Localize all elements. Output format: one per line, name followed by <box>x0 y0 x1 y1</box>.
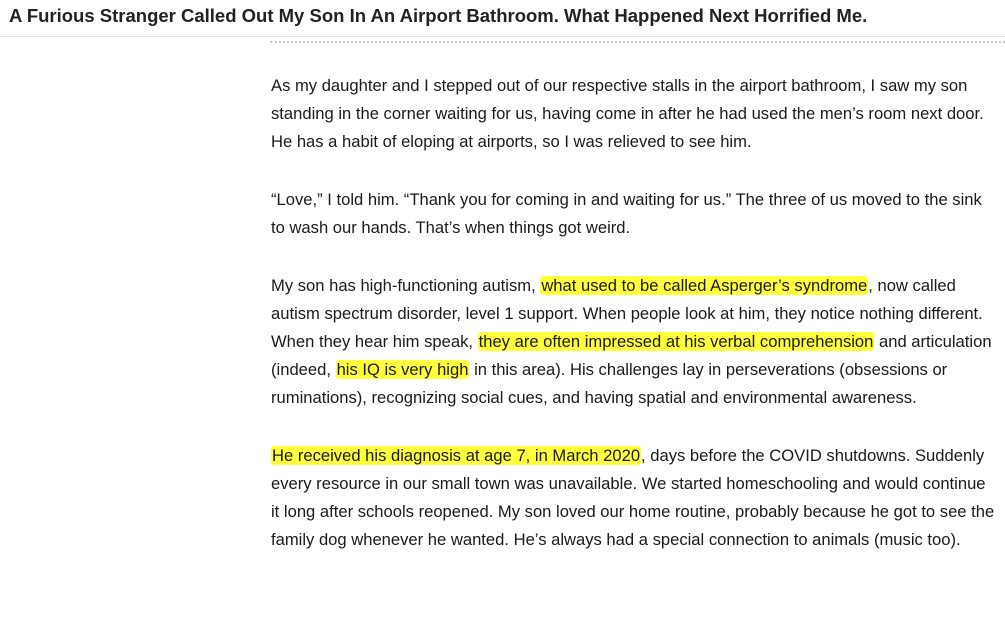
article-body <box>271 72 996 554</box>
dotted-divider <box>270 41 1005 43</box>
paragraph-text: “Love,” I told him. “Thank you for coming in and waiting for us.” The three of us moved to the sink to wash our hands. That’s when things got weird. <box>271 190 982 237</box>
paragraph-text: , now called autism spectrum disorder, level 1 support. When people look at him, they notice nothing different. When they hear him speak, <box>271 276 983 351</box>
highlighted-text: what used to be called Asperger’s syndrome <box>541 276 868 295</box>
paragraph-2 <box>271 186 996 242</box>
paragraph-1 <box>271 72 996 156</box>
paragraph-text: in this area). His challenges lay in perseverations (obsessions or ruminations), recognizing social cues, and having spatial and environmental awareness. <box>271 360 948 407</box>
paragraph-text: , days before the COVID shutdowns. Suddenly every resource in our small town was unavailable. We started homeschooling and would continue it long after schools reopened. My son loved our home routine, probably because he got to see the family dog whenever he wanted. He’s always had a special connection to animals (music too). <box>271 446 995 549</box>
paragraph-4 <box>271 442 996 554</box>
highlighted-text: they are often impressed at his verbal comprehension <box>478 332 874 351</box>
paragraph-text: My son has high-functioning autism, <box>271 276 541 295</box>
article-headline: A Furious Stranger Called Out My Son In An Airport Bathroom. What Happened Next Horrified Me. <box>9 5 868 26</box>
paragraph-text: and articulation (indeed, <box>271 332 992 379</box>
paragraph-3 <box>271 272 996 412</box>
paragraph-text: As my daughter and I stepped out of our respective stalls in the airport bathroom, I saw my son standing in the corner waiting for us, having come in after he had used the men’s room next door. He has a habit of eloping at airports, so I was relieved to see him. <box>271 76 984 151</box>
highlighted-text: He received his diagnosis at age 7, in March 2020 <box>272 446 641 465</box>
highlighted-text: his IQ is very high <box>336 360 469 379</box>
headline-bar <box>0 0 1005 37</box>
